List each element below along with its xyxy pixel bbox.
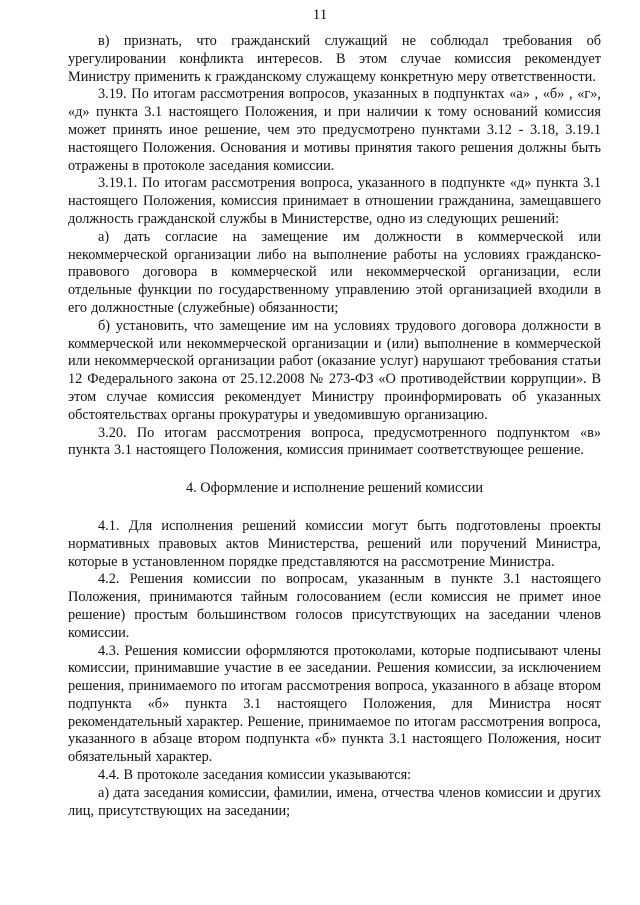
paragraph-3-19-1: 3.19.1. По итогам рассмотрения вопроса, указанного в подпункте «д» пункта 3.1 настоящего Положения, комиссия принимает в отношении гражданина, замещавшего должность гражданской службы в Министерстве, одно из следующих решений: (68, 175, 601, 227)
document-body (68, 33, 601, 820)
page-number: 11 (312, 7, 328, 23)
paragraph-4-2: 4.2. Решения комиссии по вопросам, указанным в пункте 3.1 настоящего Положения, принимаются тайным голосованием (если комиссия не примет иное решение) простым большинством голосов присутствующих на заседании членов комиссии. (68, 571, 601, 641)
paragraph-3-19-1-b: б) установить, что замещение им на условиях трудового договора должности в коммерческой или некоммерческой организации и (или) выполнение в коммерческой или некоммерческой организации работ (оказание услуг) нарушают требования статьи 12 Федерального закона от 25.12.2008 № 273-ФЗ «О противодействии коррупции». В этом случае комиссия рекомендует Министру проинформировать об указанных обстоятельствах органы прокуратуры и уведомившую организацию. (68, 317, 601, 423)
paragraph-3-18-v: в) признать, что гражданский служащий не соблюдал требования об урегулировании конфликта интересов. В этом случае комиссия рекомендует Министру применить к гражданскому служащему конкретную меру ответственности. (68, 33, 601, 85)
paragraph-4-4-a: а) дата заседания комиссии, фамилии, имена, отчества членов комиссии и других лиц, присутствующих на заседании; (68, 784, 601, 819)
paragraph-4-4: 4.4. В протоколе заседания комиссии указываются: (98, 767, 412, 784)
section-heading: 4. Оформление и исполнение решений комиссии (185, 480, 484, 497)
paragraph-3-19: 3.19. По итогам рассмотрения вопросов, указанных в подпунктах «а» , «б» , «г», «д» пункта 3.1 настоящего Положения, и при наличии к тому оснований комиссия может принять иное решение, чем это предусмотрено пунктами 3.12 - 3.18, 3.19.1 настоящего Положения. Основания и мотивы принятия такого решения должны быть отражены в протоколе заседания комиссии. (68, 86, 601, 174)
paragraph-4-3: 4.3. Решения комиссии оформляются протоколами, которые подписывают члены комиссии, принимавшие участие в ее заседании. Решения комиссии, за исключением решения, принимаемого по итогам рассмотрения вопроса, указанного в абзаце втором подпункта «б» пункта 3.1 настоящего Положения, для Министра носят рекомендательный характер. Решение, принимаемое по итогам рассмотрения вопроса, указанного в абзаце втором подпункта «б» пункта 3.1 настоящего Положения, носит обязательный характер. (68, 642, 601, 766)
paragraph-3-19-1-a: а) дать согласие на замещение им должности в коммерческой или некоммерческой организации либо на выполнение работы на условиях гражданско-правового договора в коммерческой или некоммерческой организации, если отдельные функции по государственному управлению этой организацией входили в его должностные (служебные) обязанности; (68, 228, 601, 316)
paragraph-4-1: 4.1. Для исполнения решений комиссии могут быть подготовлены проекты нормативных правовых актов Министерства, решений или поручений Министра, которые в установленном порядке представляются на рассмотрение Министра. (68, 517, 601, 570)
paragraph-3-20: 3.20. По итогам рассмотрения вопроса, предусмотренного подпунктом «в» пункта 3.1 настоящего Положения, комиссия принимает соответствующее решение. (68, 424, 601, 459)
